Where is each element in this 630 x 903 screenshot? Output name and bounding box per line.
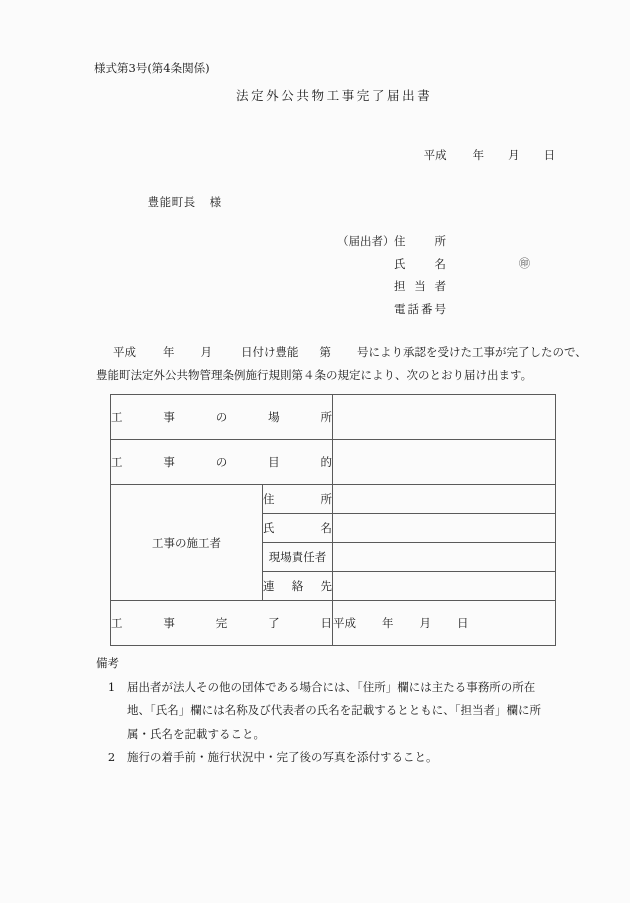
body-line-1 [96,341,587,364]
applicant-row-address [337,230,446,253]
value-contractor-name[interactable] [333,514,556,543]
label-contractor: 工事の施工者 [111,485,263,601]
body-line-2: 豊能町法定外公共物管理条例施行規則第４条の規定により、次のとおり届け出ます。 [96,368,533,382]
completion-day-unit: 日 [457,616,469,630]
note-text-1-line-2: 地、「氏名」欄には名称及び代表者の氏名を記載するとともに、「担当者」欄に所 [127,703,541,717]
label-work-purpose: 工事の目的 [111,440,333,485]
addressee-name: 豊能町長 [147,194,196,209]
document-title: 法定外公共物工事完了届出書 [236,88,433,103]
table-row-work-purpose [111,440,556,485]
value-contractor-phone[interactable] [333,572,556,601]
value-site-manager[interactable] [333,543,556,572]
issue-date-line [409,138,555,173]
applicant-label-name: 氏名 [394,256,446,271]
note-item-2 [96,746,566,770]
completion-era: 平成 [333,616,356,630]
value-work-purpose[interactable] [333,440,556,485]
applicant-block [337,230,530,320]
table-row-work-location [111,395,556,440]
applicant-row-contact-person [337,275,446,298]
form-number: 様式第3号(第4条関係) [94,61,210,75]
addressee [131,185,222,220]
issue-date-day-unit: 日 [543,147,556,162]
notes-section [96,652,566,770]
issue-date-month-unit: 月 [508,147,520,162]
issue-date-era: 平成 [423,147,447,162]
form-table [110,394,556,646]
label-work-location: 工事の場所 [111,395,333,440]
note-number-1: 1 [107,679,116,694]
note-item-1 [96,676,566,700]
applicant-label-contact-person: 担当者 [394,279,446,293]
body-paragraph [96,341,587,387]
note-text-2-line-1: 施行の着手前・施行状況中・完了後の写真を添付すること。 [127,750,438,764]
applicant-row-name [337,253,530,276]
completion-year-unit: 年 [382,616,394,630]
applicant-prefix: （届出者） [337,234,395,248]
addressee-honorific: 様 [209,194,222,209]
body-era: 平成 [113,345,136,359]
label-contractor-address: 住所 [263,485,333,514]
label-contractor-phone: 連絡先 [263,572,333,601]
note-text-1-line-3: 属・氏名を記載すること。 [127,726,265,741]
applicant-label-phone: 電話番号 [394,301,446,316]
body-number-prefix: 第 [319,345,331,359]
table-row-contractor-address [111,485,556,514]
label-contractor-name: 氏名 [263,514,333,543]
body-date-suffix: 日付け豊能 [241,345,299,359]
value-work-location[interactable] [333,395,556,440]
body-month-unit: 月 [200,345,212,359]
value-completion-date[interactable] [333,601,556,646]
note-text-1-line-1: 届出者が法人その他の団体である場合には、「住所」欄には主たる事務所の所在 [127,679,536,694]
label-site-manager: 現場責任者 [263,543,333,572]
body-year-unit: 年 [163,345,175,359]
table-row-completion-date [111,601,556,646]
completion-month-unit: 月 [419,616,431,630]
note-number-2: 2 [107,750,116,764]
issue-date-year-unit: 年 [472,147,485,162]
value-contractor-address[interactable] [333,485,556,514]
applicant-row-phone [337,298,446,321]
applicant-label-address: 住所 [394,234,446,248]
seal-icon: ㊞ [519,256,530,270]
body-line-1-tail: 号により承認を受けた工事が完了したので、 [357,345,587,359]
notes-title: 備考 [96,656,119,670]
label-completion-date: 工事完了日 [111,601,333,646]
